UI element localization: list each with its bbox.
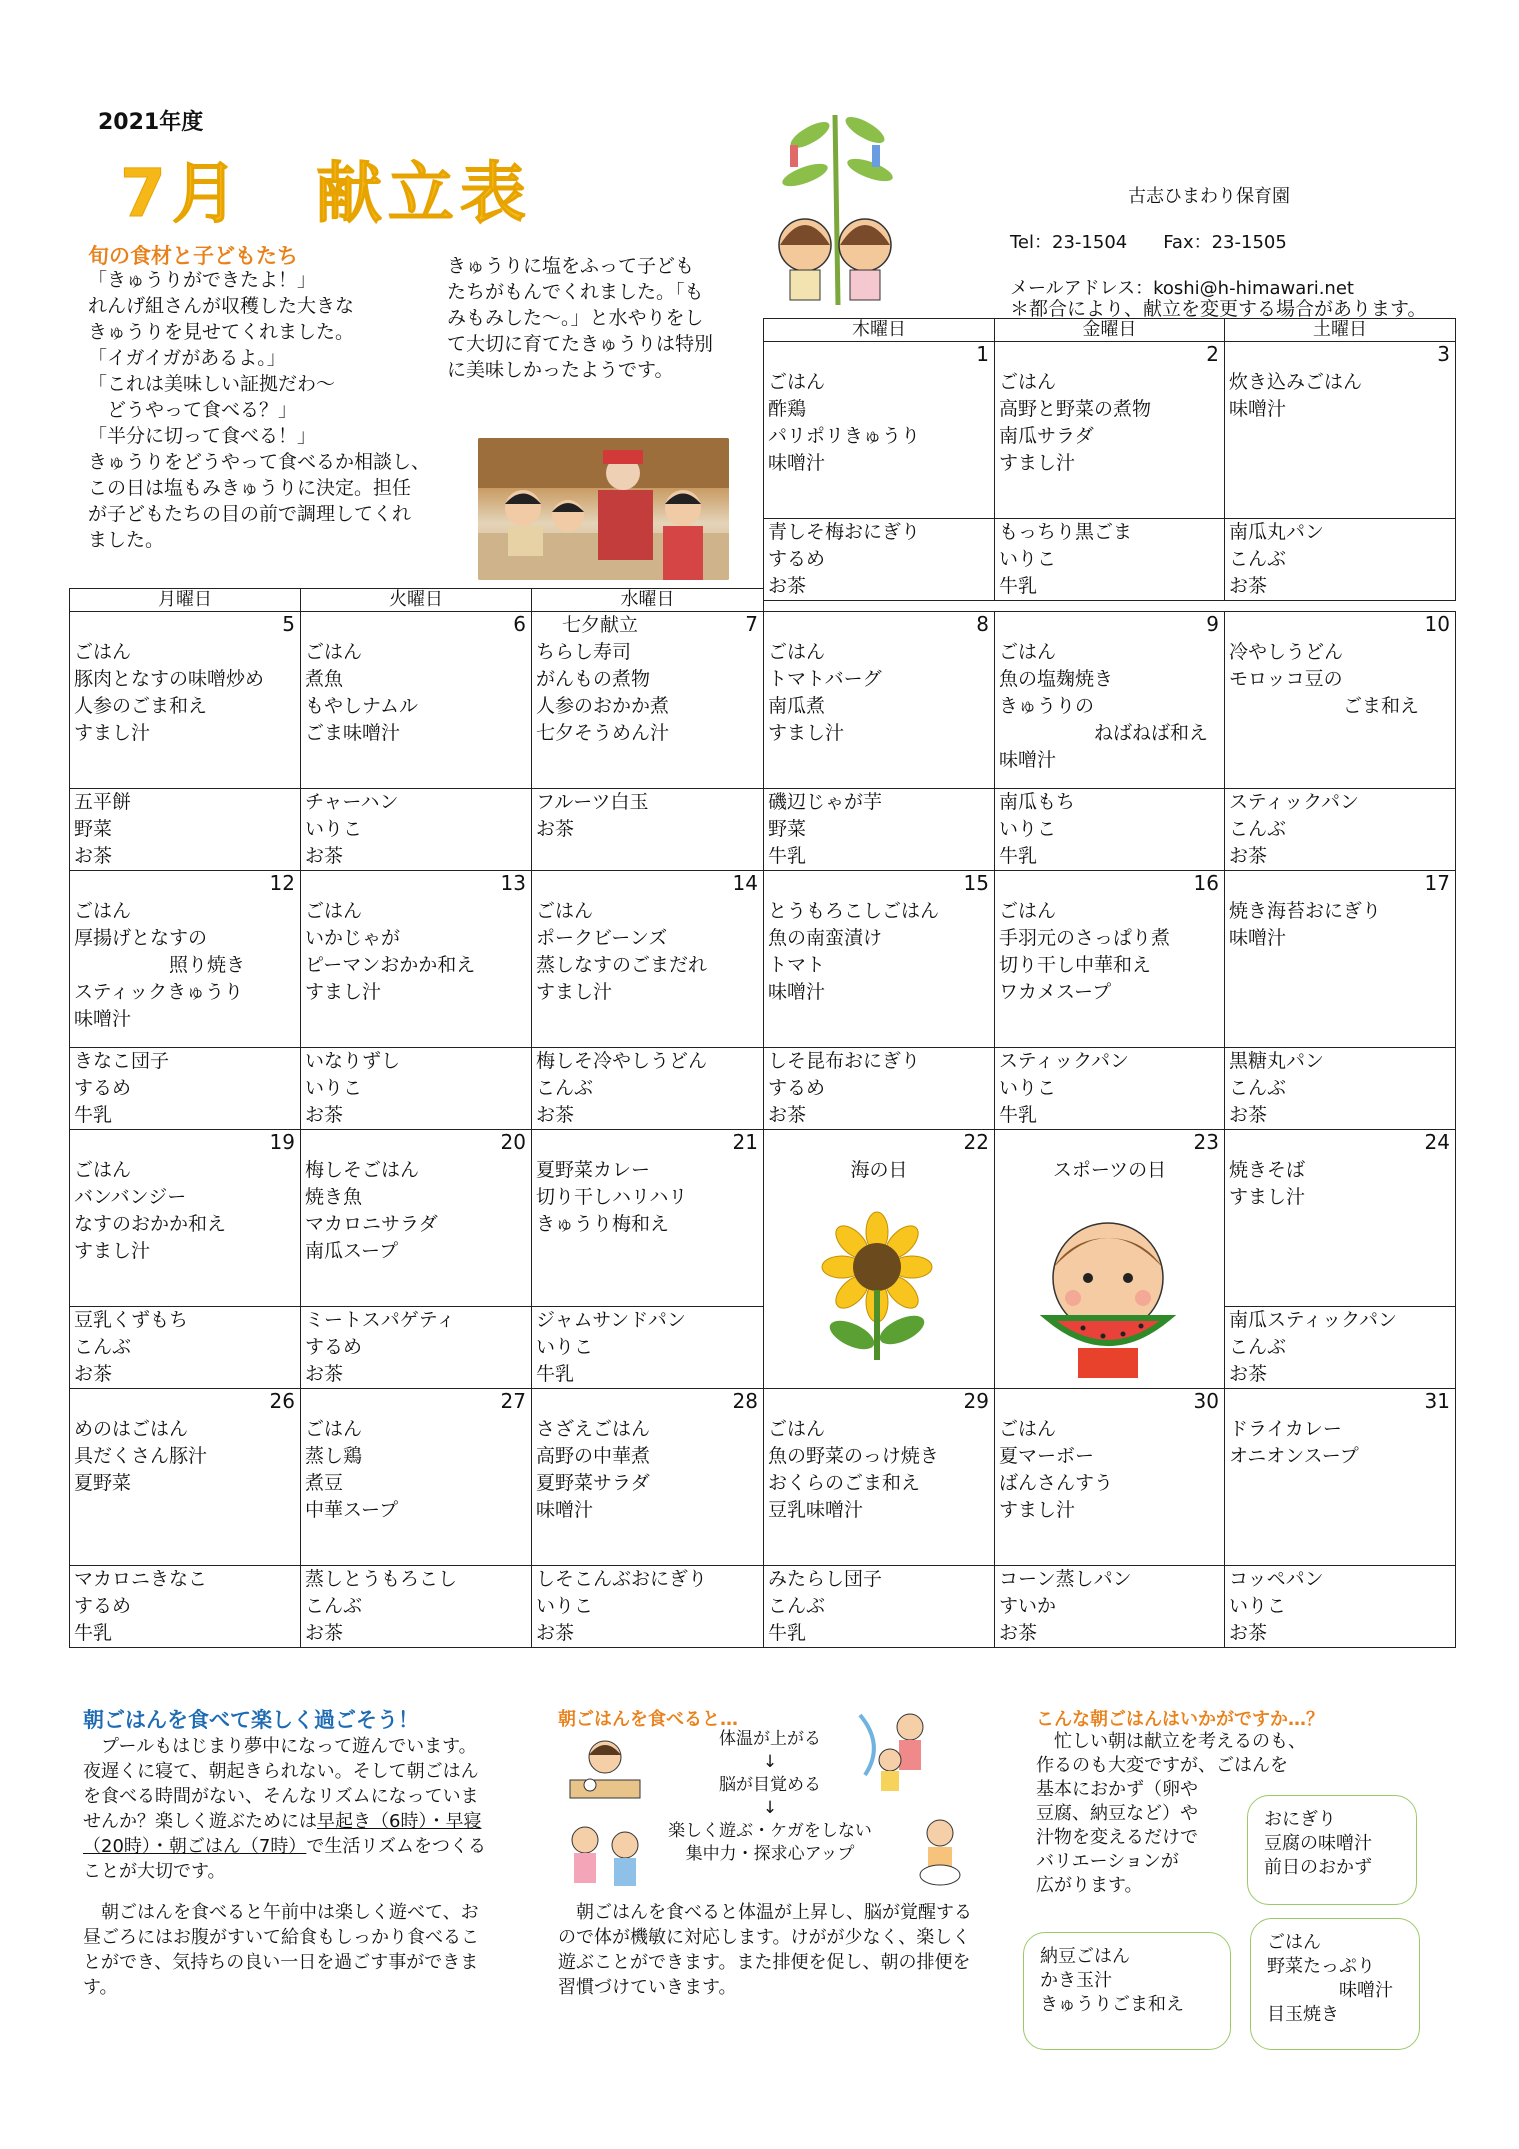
lunch-menu: ドライカレー オニオンスープ	[1229, 1418, 1359, 1467]
day-cell-13	[301, 871, 531, 1047]
date-number: 26	[269, 1389, 295, 1413]
day-cell-24	[1225, 1130, 1455, 1306]
snack-menu: しそ昆布おにぎり するめ お茶	[768, 1050, 921, 1126]
rhythm-times: 早起き（6時）・早寝（20時）・朝ごはん（7時）	[83, 1811, 482, 1857]
eat-breakfast-heading: 朝ごはんを食べると…	[558, 1709, 738, 1730]
day-header-fri: 金曜日	[995, 319, 1225, 342]
breakfast-ideas-text: 忙しい朝は献立を考えるのも、 作るのも大変ですが、ごはんを 基本におかず（卵や 豆腐、納豆など）や 汁物を変えるだけで バリエーションが 広がります。	[1036, 1731, 1306, 1896]
date-number: 10	[1424, 612, 1450, 636]
day-cell-10	[1225, 612, 1455, 788]
snack-menu: コッペパン いりこ お茶	[1229, 1568, 1324, 1644]
date-number: 30	[1193, 1389, 1219, 1413]
water-play-illustration	[855, 1705, 945, 1795]
day-header-tue: 火曜日	[301, 589, 532, 612]
lunch-menu: ごはん ポークビーンズ 蒸しなすのごまだれ すまし汁	[536, 900, 708, 1003]
snack-menu: 南瓜スティックパン こんぶ お茶	[1229, 1309, 1397, 1385]
children-playing-illustration	[560, 1820, 650, 1890]
lunch-menu: 梅しそごはん 焼き魚 マカロニサラダ 南瓜スープ	[305, 1159, 438, 1262]
snack-menu: もっちり黒ごま いりこ 牛乳	[999, 521, 1133, 597]
date-number: 6	[513, 612, 526, 636]
lunch-menu: 夏野菜カレー 切り干しハリハリ きゅうり梅和え	[536, 1159, 688, 1235]
lunch-menu: ごはん 豚肉となすの味噌炒め 人参のごま和え すまし汁	[74, 641, 265, 744]
snack-menu: いなりずし いりこ お茶	[305, 1050, 401, 1126]
date-number: 28	[732, 1389, 758, 1413]
snack-menu: ミートスパゲティ するめ お茶	[305, 1309, 456, 1385]
day-cell-19	[70, 1130, 300, 1306]
date-number: 31	[1424, 1389, 1450, 1413]
org-name: 古志ひまわり保育園	[1128, 186, 1290, 207]
date-number: 12	[269, 871, 295, 895]
day-cell-7	[532, 612, 763, 788]
snack-menu: 梅しそ冷やしうどん こんぶ お茶	[536, 1050, 708, 1126]
year-label: 2021年度	[98, 110, 204, 135]
snack-menu: 南瓜もち いりこ 牛乳	[999, 791, 1076, 867]
snack-menu: フルーツ白玉 お茶	[536, 791, 649, 840]
snack-menu: 磯辺じゃが芋 野菜 牛乳	[768, 791, 883, 867]
breakfast-effects-flow	[650, 1728, 890, 1866]
day-header-wed: 水曜日	[532, 589, 764, 612]
lunch-menu: めのはごはん 具だくさん豚汁 夏野菜	[74, 1418, 208, 1494]
email: メールアドレス：koshi@h-himawari.net	[1010, 278, 1354, 299]
day-cell-12	[70, 871, 300, 1047]
date-number: 5	[282, 612, 295, 636]
date-number: 13	[500, 871, 526, 895]
flow-step-2: 脳が目覚める	[719, 1775, 821, 1795]
lunch-menu: ごはん 蒸し鶏 煮豆 中華スープ	[305, 1418, 399, 1521]
date-number: 15	[963, 871, 989, 895]
lunch-menu: ごはん 酢鶏 パリポリきゅうり 味噌汁	[768, 371, 921, 474]
snack-menu: みたらし団子 こんぶ 牛乳	[768, 1568, 883, 1644]
lunch-menu: 冷やしうどん モロッコ豆の ごま和え	[1229, 641, 1420, 717]
day-cell-27	[301, 1389, 531, 1565]
date-number: 23	[1193, 1130, 1219, 1154]
day-cell-6	[301, 612, 531, 788]
lunch-menu: 焼き海苔おにぎり 味噌汁	[1229, 900, 1382, 949]
snack-menu: 五平餅 野菜 お茶	[74, 791, 132, 867]
day-cell-2	[995, 342, 1224, 518]
day-cell-3	[1225, 342, 1455, 518]
breakfast-text-2: 朝ごはんを食べると午前中は楽しく遊べて、お昼ごろにはお腹がすいて給食もしっかり食べることができ、気持ちの良い一日を過ごす事ができます。	[83, 1902, 479, 1998]
date-number: 7	[745, 612, 758, 636]
day-cell-15	[764, 871, 994, 1047]
date-number: 16	[1193, 871, 1219, 895]
tanabata-illustration	[760, 105, 910, 310]
snack-menu: 南瓜丸パン こんぶ お茶	[1229, 521, 1325, 597]
day-header-sat: 土曜日	[1225, 319, 1456, 342]
date-number: 1	[976, 342, 989, 366]
snack-menu: きなこ団子 するめ 牛乳	[74, 1050, 170, 1126]
breakfast-text-part2: で生活リズムをつくることが大切です。	[83, 1836, 486, 1882]
snack-menu: マカロニきなこ するめ 牛乳	[74, 1568, 208, 1644]
day-cell-14	[532, 871, 763, 1047]
breakfast-text	[83, 1734, 493, 1884]
day-cell-20	[301, 1130, 531, 1306]
lunch-menu: ごはん いかじゃが ピーマンおかか和え すまし汁	[305, 900, 476, 1003]
date-number: 9	[1206, 612, 1219, 636]
day-header-thu: 木曜日	[764, 319, 995, 342]
date-number: 29	[963, 1389, 989, 1413]
date-number: 3	[1437, 342, 1450, 366]
lunch-menu: 焼きそば すまし汁	[1229, 1159, 1306, 1208]
day-cell-28	[532, 1389, 763, 1565]
calendar-week-0	[763, 318, 1456, 601]
snack-menu: 蒸しとうもろこし こんぶ お茶	[305, 1568, 458, 1644]
lunch-menu: 炊き込みごはん 味噌汁	[1229, 371, 1363, 420]
snack-menu: しそこんぶおにぎり いりこ お茶	[536, 1568, 708, 1644]
idea-bubble-1: おにぎり 豆腐の味噌汁 前日のおかず	[1247, 1795, 1417, 1905]
intro-left-text: 「きゅうりができたよ！」 れんげ組さんが収穫した大きな きゅうりを見せてくれました。 「イガイガがあるよ。」 「これは美味しい証拠だわ～ どうやって食べる？」 「半分に切って食べる！」 きゅうりをどうやって食べるか相談し、 この日は塩もみきゅうりに決定。担任 が子どもたちの目の前で調理してくれ ました。	[88, 269, 431, 551]
date-number: 22	[963, 1130, 989, 1154]
flow-arrow-2: ↓	[762, 1798, 778, 1818]
snack-menu: 黒糖丸パン こんぶ お茶	[1229, 1050, 1325, 1126]
intro-right-text: きゅうりに塩をふって子ども たちがもんでくれました。「も みもみした～。」と水やりをし て大切に育てたきゅうりは特別 に美味しかったようです。	[447, 255, 714, 381]
day-cell-16	[995, 871, 1224, 1047]
kids-cucumber-photo	[478, 438, 729, 580]
breakfast-heading: 朝ごはんを食べて楽しく過ごそう！	[83, 1708, 419, 1732]
flow-arrow-1: ↓	[762, 1752, 778, 1772]
lunch-menu: ごはん 煮魚 もやしナムル ごま味噌汁	[305, 641, 419, 744]
day-cell-1	[764, 342, 994, 518]
date-number: 24	[1424, 1130, 1450, 1154]
lunch-menu: ごはん 魚の野菜のっけ焼き おくらのごま和え 豆乳味噌汁	[768, 1418, 939, 1521]
child-eating-illustration	[565, 1735, 645, 1805]
lunch-menu: ごはん バンバンジー なすのおかか和え すまし汁	[74, 1159, 227, 1262]
holiday-label: 海の日	[850, 1159, 908, 1181]
holiday-label: スポーツの日	[1052, 1159, 1167, 1181]
tel-fax: Tel：23-1504 Fax：23-1505	[1010, 232, 1287, 253]
idea-bubble-2: 納豆ごはん かき玉汁 きゅうりごま和え	[1023, 1932, 1231, 2050]
snack-menu: スティックパン いりこ 牛乳	[999, 1050, 1129, 1126]
breakfast-effect-text: 朝ごはんを食べると体温が上昇し、脳が覚醒するので体が機敏に対応します。けがが少なく、楽しく遊ぶことができます。また排便を促し、朝の排便を習慣づけていきます。	[558, 1902, 972, 1998]
lunch-menu: ちらし寿司 がんもの煮物 人参のおかか煮 七夕そうめん汁	[536, 641, 670, 744]
breakfast-ideas-heading: こんな朝ごはんはいかがですか…？	[1036, 1709, 1324, 1730]
day-cell-9	[995, 612, 1224, 788]
flow-step-4: 集中力・探求心アップ	[685, 1844, 855, 1864]
date-number: 8	[976, 612, 989, 636]
lunch-menu: ごはん トマトバーグ 南瓜煮 すまし汁	[768, 641, 882, 744]
intro-heading: 旬の食材と子どもたち	[88, 244, 298, 268]
lunch-menu: ごはん 夏マーボー ばんさんすう すまし汁	[999, 1418, 1114, 1521]
snack-menu: チャーハン いりこ お茶	[305, 791, 399, 867]
snack-menu: 青しそ梅おにぎり するめ お茶	[768, 521, 921, 597]
lunch-menu: ごはん 厚揚げとなすの 照り焼き スティックきゅうり 味噌汁	[74, 900, 246, 1030]
date-number: 19	[269, 1130, 295, 1154]
day-cell-5	[70, 612, 300, 788]
change-notice: ＊都合により、献立を変更する場合があります。	[1010, 298, 1427, 320]
day-cell-21	[532, 1130, 763, 1306]
lunch-menu: ごはん 魚の塩麹焼き きゅうりの ねばねば和え 味噌汁	[999, 641, 1209, 771]
lunch-menu: ごはん 高野と野菜の煮物 南瓜サラダ すまし汁	[999, 371, 1152, 474]
date-number: 21	[732, 1130, 758, 1154]
flow-step-1: 体温が上がる	[719, 1729, 821, 1749]
toilet-child-illustration	[910, 1815, 970, 1890]
tanabata-label: 七夕献立	[562, 614, 639, 636]
lunch-menu: ごはん 手羽元のさっぱり煮 切り干し中華和え ワカメスープ	[999, 900, 1171, 1003]
calendar-main	[69, 588, 1456, 1648]
lunch-menu: さざえごはん 高野の中華煮 夏野菜サラダ 味噌汁	[536, 1418, 651, 1521]
day-cell-23	[995, 1130, 1224, 1384]
day-cell-17	[1225, 871, 1455, 1047]
day-cell-22	[764, 1130, 994, 1384]
snack-menu: コーン蒸しパン すいか お茶	[999, 1568, 1132, 1644]
watermelon-boy-illustration	[1023, 1208, 1193, 1378]
page-title: 7月 献立表	[120, 155, 532, 232]
date-number: 2	[1206, 342, 1219, 366]
idea-bubble-3: ごはん 野菜たっぷり 味噌汁 目玉焼き	[1250, 1918, 1420, 2050]
day-cell-31	[1225, 1389, 1455, 1565]
sunflower-illustration	[802, 1210, 952, 1375]
snack-menu: 豆乳くずもち こんぶ お茶	[74, 1309, 189, 1385]
day-header-mon: 月曜日	[70, 589, 301, 612]
day-cell-8	[764, 612, 994, 788]
date-number: 27	[500, 1389, 526, 1413]
lunch-menu: とうもろこしごはん 魚の南蛮漬け トマト 味噌汁	[768, 900, 940, 1003]
snack-menu: ジャムサンドパン いりこ 牛乳	[536, 1309, 686, 1385]
day-cell-26	[70, 1389, 300, 1565]
flow-step-3: 楽しく遊ぶ・ケガをしない	[668, 1821, 872, 1841]
day-cell-29	[764, 1389, 994, 1565]
day-cell-30	[995, 1389, 1224, 1565]
snack-menu: スティックパン こんぶ お茶	[1229, 791, 1359, 867]
date-number: 17	[1424, 871, 1450, 895]
date-number: 20	[500, 1130, 526, 1154]
breakfast-text-part1: プールもはじまり夢中になって遊んでいます。夜遅くに寝て、朝起きられない。そして朝ごはんを食べる時間がない、そんなリズムになっていませんか？楽しく遊ぶためには	[83, 1736, 479, 1832]
date-number: 14	[732, 871, 758, 895]
